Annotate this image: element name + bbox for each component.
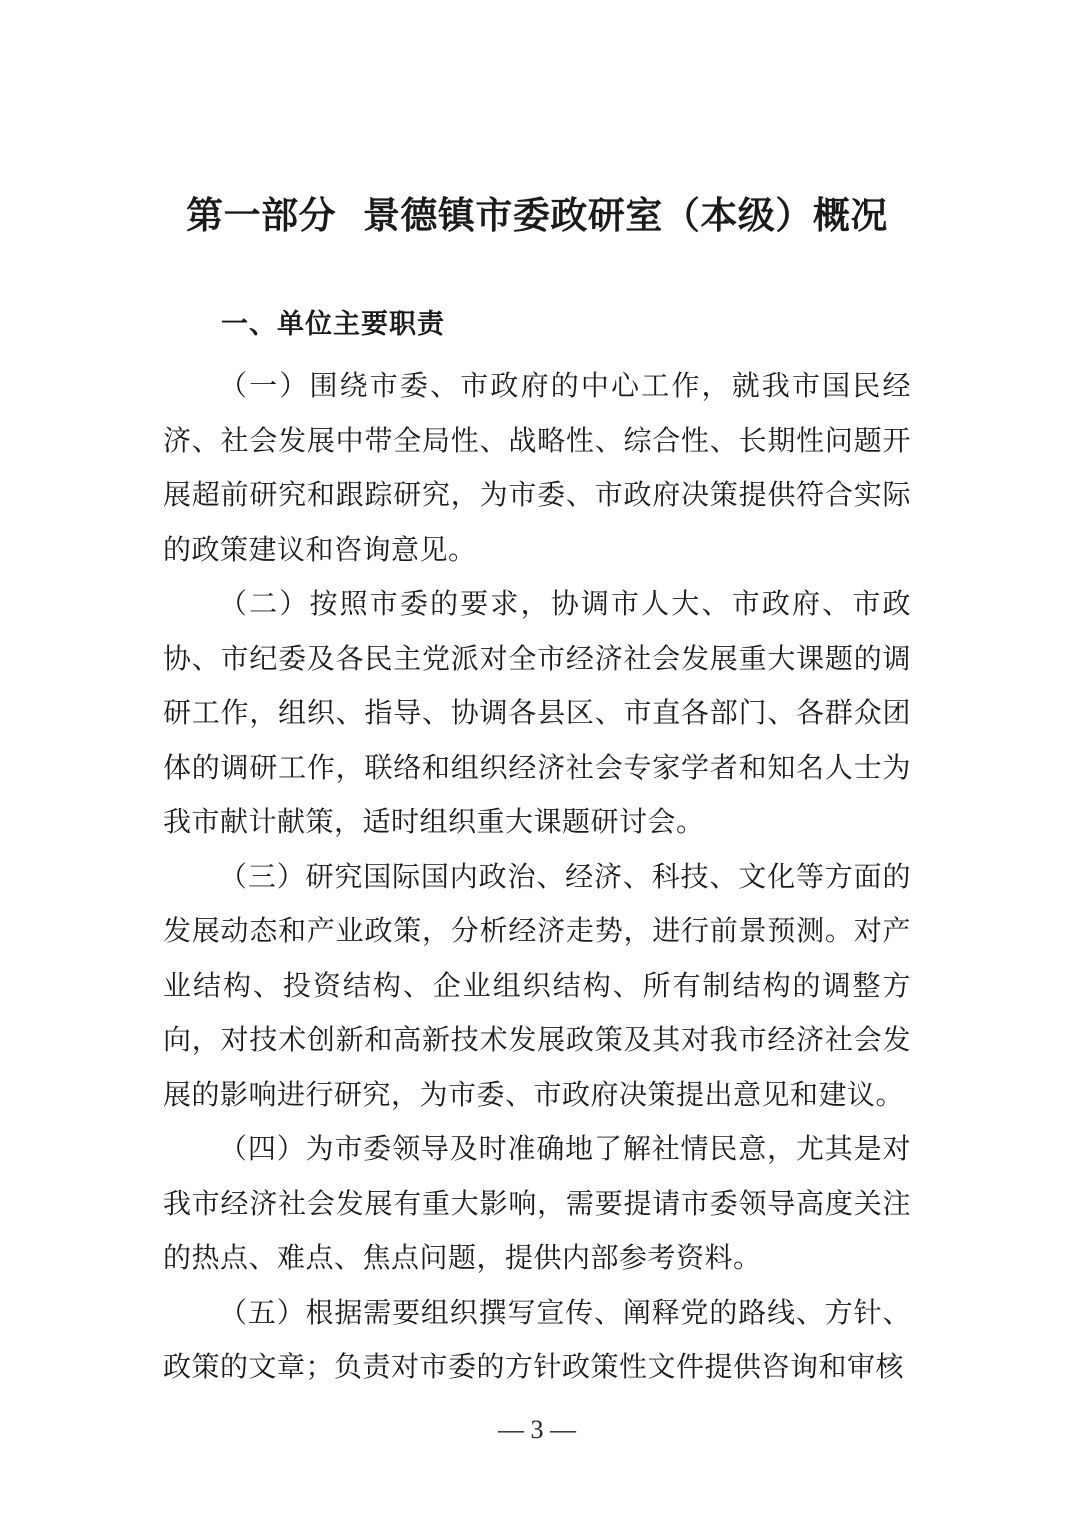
page-number: — 3 —: [498, 1415, 576, 1444]
paragraph-4: （四）为市委领导及时准确地了解社情民意，尤其是对我市经济社会发展有重大影响，需要提请市委领导高度关注的热点、难点、焦点问题，提供内部参考资料。: [163, 1132, 911, 1274]
body-text: [163, 359, 911, 1395]
paragraph-3: （三）研究国际国内政治、经济、科技、文化等方面的发展动态和产业政策，分析经济走势，进行前景预测。对产业结构、投资结构、企业组织结构、所有制结构的调整方向，对技术创新和高新技术发展政策及其对我市经济社会发展的影响进行研究，为市委、市政府决策提出意见和建议。: [163, 859, 911, 1111]
paragraph-1: （一）围绕市委、市政府的中心工作，就我市国民经济、社会发展中带全局性、战略性、综合性、长期性问题开展超前研究和跟踪研究，为市委、市政府决策提供符合实际的政策建议和咨询意见。: [163, 369, 911, 566]
section-heading: 一、单位主要职责: [221, 309, 445, 340]
paragraph-2: （二）按照市委的要求，协调市人大、市政府、市政协、市纪委及各民主党派对全市经济社会发展重大课题的调研工作，组织、指导、协调各县区、市直各部门、各群众团体的调研工作，联络和组织经济社会专家学者和知名人士为我市献计献策，适时组织重大课题研讨会。: [163, 587, 911, 838]
page-title: 第一部分 景德镇市委政研室（本级）概况: [186, 194, 888, 237]
paragraph-5: （五）根据需要组织撰写宣传、阐释党的路线、方针、政策的文章；负责对市委的方针政策性文件提供咨询和审核: [163, 1295, 911, 1383]
